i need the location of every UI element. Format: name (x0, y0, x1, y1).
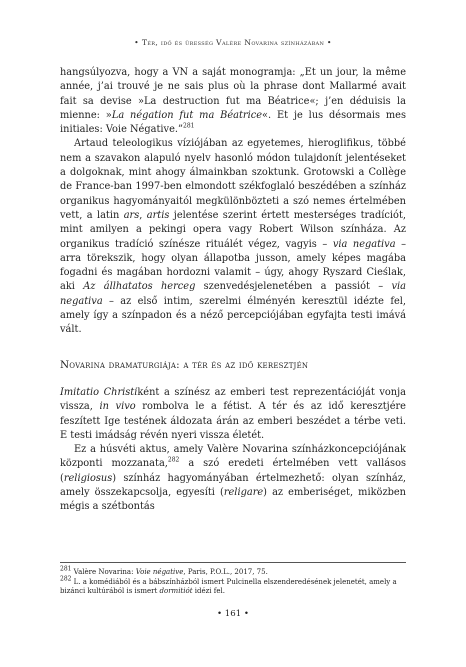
text-run: , (139, 209, 147, 221)
paragraph-3 (60, 386, 406, 443)
footnote-282 (60, 575, 406, 597)
text-run: hangsúlyozva, hogy a VN a saját monogramja: „Et un jour, la même année, j’ai trouvé je ne sais plus où la phrase dont Mallarmé avait fait sa devise »La destruction fut ma Béatrice«; j’en déduisis la mienne: » (60, 67, 406, 121)
italic-run: via negativa (60, 281, 406, 307)
page-number: • 161 • (216, 609, 249, 619)
text-run: Artaud teleologikus víziójában az egyetemes, hieroglifikus, többé nem a szavakon alapuló nyelv hasonló módon tulajdonít jelentéseket a dolgoknak, mint ahogy álmainkban szoktunk. Grotowski a Collège de France-ban 1997-ben elmondott székfoglaló beszédében a színház organikus hagyományaitól megkülönbözteti a szó nemes értelmében vett, a latin (60, 138, 406, 221)
footnote-281 (60, 565, 406, 578)
footnote-ref-282[interactable]: 282 (167, 457, 180, 465)
paragraph-2 (60, 137, 406, 337)
italic-run: ars (123, 209, 140, 221)
italic-run: religiosus (63, 472, 113, 484)
italic-run: Voie négative (135, 568, 184, 576)
text-run: idézi fel. (192, 587, 225, 596)
italic-run: in vivo (99, 401, 136, 413)
paragraph-1 (60, 66, 406, 137)
italic-run: artis (146, 209, 170, 221)
text-run: jelentése szerint értett mesterséges tradíciót, mint amilyen a pekingi opera vagy Robert Wilson színháza. Az organikus tradíció színésze rituálét végez, vagyis – (60, 209, 406, 250)
text-run: ) színház hagyományában értelmezhető: olyan színház, amely összekapcsolja, egyesíti ( (60, 472, 406, 499)
text-run: ként a színész az emberi test reprezentációját vonja vissza, (60, 386, 406, 413)
text-run: a szó eredeti értelmében vett vallásos ( (60, 458, 406, 484)
text-run: «. Et je lus désormais mes initiales: Voie Négative.” (60, 109, 406, 136)
italic-run: dormitiót (159, 587, 193, 596)
text-run: , Paris, P.O.L., 2017, 75. (183, 568, 268, 576)
paragraph-4 (60, 443, 406, 514)
running-header: • Tér, idő és üresség Valère Novarina színházában • (134, 38, 332, 47)
italic-run: La négation fut ma Béatrice (111, 109, 263, 121)
body-text (60, 66, 406, 515)
text-run: Valère Novarina: (71, 568, 136, 576)
italic-run: via negativa (332, 238, 396, 250)
text-run: Ez a húsvéti aktus, amely Valère Novarina színházkoncepciójának központi mozzanata, (60, 444, 406, 470)
text-run: rombolva le a fétist. A tér és az idő keresztjére feszített Ige testének áldozata árán az emberi beszédet a térbe veti. E testi imádság révén nyeri vissza életét. (60, 401, 406, 441)
text-run: szenvedésjelenetében a passiót – (195, 281, 392, 293)
italic-run: Imitatio Christi (60, 386, 138, 398)
footnote-ref-281[interactable]: 281 (183, 122, 195, 130)
text-run: – az első intim, szerelmi élményén keresztül idézte fel, amely így a színpadon és a néző percepciójában egyfajta testi imává vált. (60, 295, 406, 336)
italic-run: Az állhatatos herceg (83, 281, 196, 293)
footnote-number: 282 (60, 575, 72, 583)
footnotes (60, 562, 406, 597)
text-run: L. a komédiából és a bábszínházból ismert Pulcinella elszenderedésének jelenetét, amely a bizánci kultúrából is ismert (60, 577, 397, 596)
italic-run: religare (223, 487, 264, 499)
section-heading: Novarina dramaturgiája: a tér és az idő keresztjén (60, 358, 309, 371)
text-run: ) az emberiséget, miközben mégis a szétbontás (60, 487, 406, 513)
footnote-number: 281 (60, 565, 72, 573)
text-run: – arra törekszik, hogy olyan állapotba jusson, amely képes magába fogadni és magában hordozni valamit – úgy, ahogy Ryszard Cieślak, aki (60, 238, 407, 293)
